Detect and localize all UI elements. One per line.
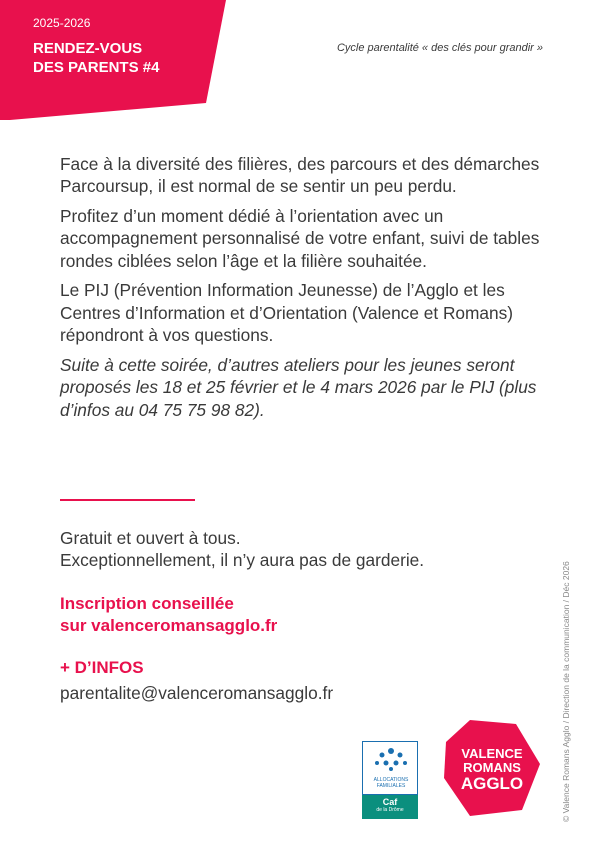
contact-email[interactable]: parentalite@valenceromansagglo.fr [60,683,334,703]
season-year: 2025-2026 [33,16,91,30]
event-title-line2: DES PARENTS #4 [33,58,160,76]
event-title [33,40,159,78]
free-info [60,527,424,572]
free-line2: Exceptionnellement, il n’y aura pas de garderie. [60,550,425,571]
event-title-line1: RENDEZ-VOUS [33,40,143,57]
signup-link[interactable]: sur valenceromansagglo.fr [60,616,278,636]
paragraph-workshops: Suite à cette soirée, d’autres ateliers pour les jeunes seront proposés les 18 et 25 février et le 4 mars 2026 par le PIJ (plus d’infos au 04 75 75 98 82). [60,354,537,420]
caf-family-icon [363,742,419,778]
body-text [60,153,550,428]
credit-text: © Valence Romans Agglo / Direction de la communication / Déc 2026 [561,561,571,822]
signup-info [60,593,277,637]
signup-line1: Inscription conseillée [60,594,234,613]
agglo-line1: VALENCE [461,746,523,761]
agglo-line2: ROMANS [463,760,521,775]
caf-name: Caf [382,797,398,807]
header-ribbon [0,0,230,125]
caf-logo-bottom [362,795,418,819]
free-line1: Gratuit et ouvert à tous. [60,528,241,548]
more-info-label: + D’INFOS [60,658,144,677]
section-divider [60,499,195,501]
paragraph-pij: Le PIJ (Prévention Information Jeunesse) de l’Agglo et les Centres d’Information et d’Orientation (Valence et Romans) répondront à vos questions. [60,280,514,346]
agglo-line3: AGGLO [460,774,524,793]
paragraph-intro: Face à la diversité des filières, des parcours et des démarches Parcoursup, il est normal de se sentir un peu perdu. [60,154,540,197]
paragraph-orientation: Profitez d’un moment dédié à l’orientation avec un accompagnement personnalisé de votre enfant, suivi de tables rondes ciblées selon l’âge et la filière souhaitée. [60,205,540,271]
cycle-subtitle: Cycle parentalité « des clés pour grandir » [336,42,543,54]
caf-label: ALLOCATIONS FAMILIALES [373,777,409,789]
caf-logo [362,741,418,819]
caf-logo-top [362,741,418,795]
agglo-logo [440,718,542,818]
caf-sub: de la Drôme [376,807,404,813]
